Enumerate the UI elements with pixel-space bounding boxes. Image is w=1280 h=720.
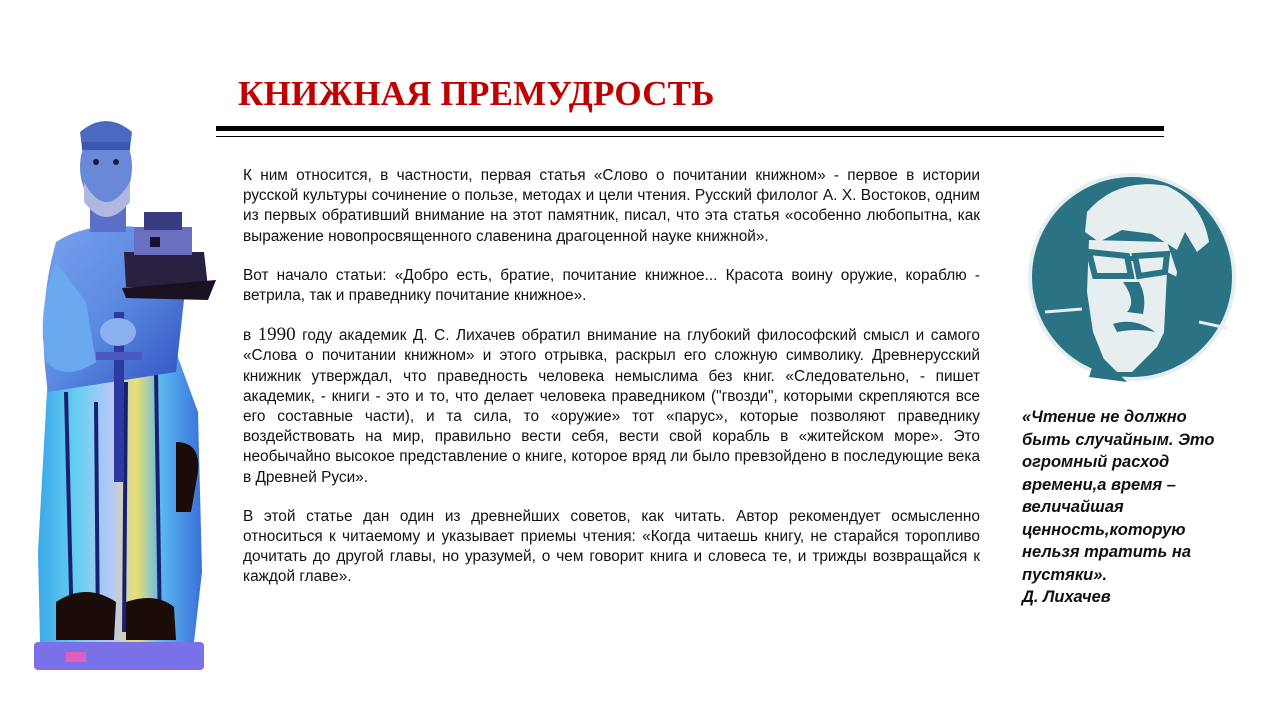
paragraph-2: Вот начало статьи: «Добро есть, братие, почитание книжное... Красота воину оружие, кораблю - ветрила, так и праведнику почитание книжное». (243, 266, 980, 305)
paragraph-1: К ним относится, в частности, первая статья «Слово о почитании книжном» - первое в истории русской культуры сочинение о пользе, методах и цели чтения. Русский филолог А. Х. Востоков, одним из первых обративший внимание на этот памятник, писал, что эта статья «особенно любопытна, как выражение новопросвященного славенина драгоценной науке книжной». (243, 167, 980, 245)
title-rule-thin (216, 136, 1164, 137)
quote-text: «Чтение не должно быть случайным. Это огромный расход времени,а время – величайшая ценность,которую нельзя тратить на пустяки». (1022, 408, 1215, 584)
statue-image (26, 112, 218, 682)
quote-author: Д. Лихачев (1022, 588, 1111, 606)
paragraph-3-prefix: в (243, 327, 258, 345)
paragraph-3 (243, 325, 980, 488)
title-rule-thick (216, 126, 1164, 131)
paragraph-4: В этой статье дан один из древнейших советов, как читать. Автор рекомендует осмысленно относиться к читаемому и указывает приемы чтения: «Когда читаешь книгу, не старайся торопливо дочитать до другой главы, но уразумей, о чем говорит книга и словеса те, и трижды возвращайся к каждой главе». (243, 507, 980, 586)
article-body (243, 166, 980, 607)
portrait-image (1027, 172, 1237, 382)
slide-title: КНИЖНАЯ ПРЕМУДРОСТЬ (238, 74, 715, 113)
year-value: 1990 (257, 324, 296, 346)
likhachev-quote (1022, 406, 1232, 609)
paragraph-3-text: году академик Д. С. Лихачев обратил внимание на глубокий философский смысл и самого «Слова о почитании книжном» и этого отрывка, раскрыл его сложную символику. Древнерусский книжник утверждал, что праведность человека немыслима без книг. «Следовательно, - пишет академик, - книги - это и то, что делает человека праведником ("гвозди", которыми скрепляются все его составные части), и та сила, то «оружие» тот «парус», которые позволяют праведнику воздействовать на мир, правильно вести себя, вести свой корабль в «житейском море». Это необычайно высокое представление о книге, которое вряд ли было превзойдено в последующие века в Древней Руси». (243, 327, 980, 486)
